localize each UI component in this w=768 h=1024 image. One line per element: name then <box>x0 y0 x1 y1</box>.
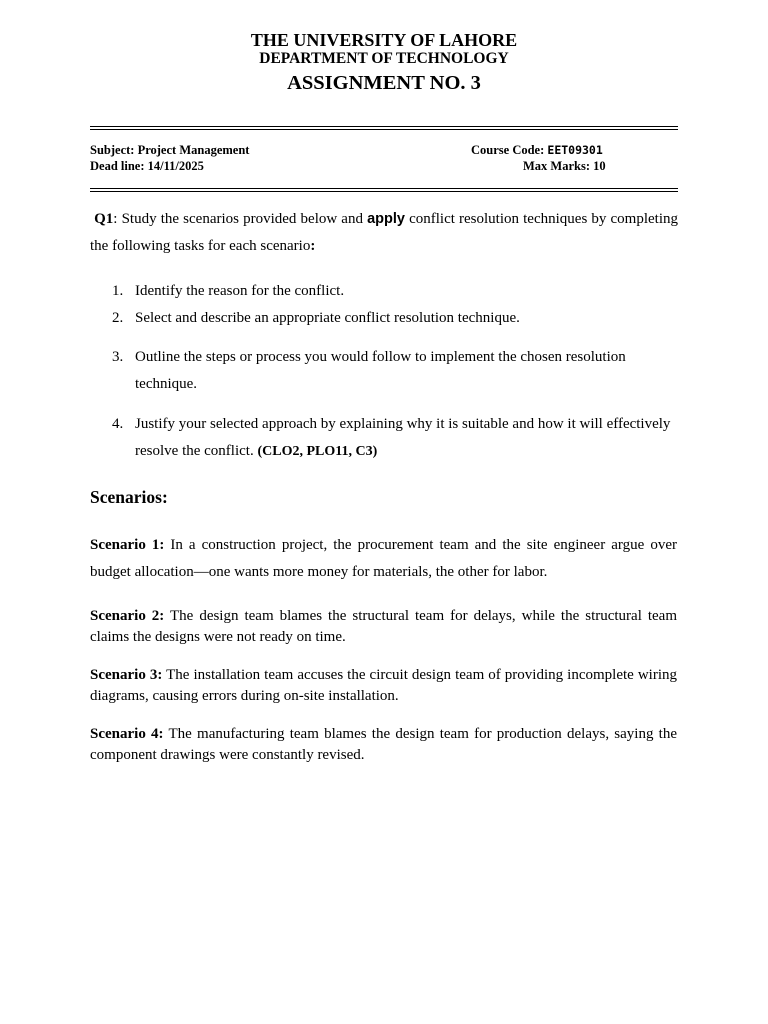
scenario-paragraph <box>90 665 677 707</box>
header-rule-bottom-1 <box>90 188 678 189</box>
question-text-before: : Study the scenarios provided below and <box>113 211 368 227</box>
subject-line: Subject: Project Management <box>90 143 250 157</box>
department-name: DEPARTMENT OF TECHNOLOGY <box>259 50 509 67</box>
task-text-body: Justify your selected approach by explaining why it is suitable and how it will effectively resolve the conflict. <box>135 416 671 459</box>
scenario-label: Scenario 4: <box>90 726 164 742</box>
header-rule-top-1 <box>90 126 678 127</box>
question-paragraph <box>90 206 678 260</box>
task-text <box>135 411 680 465</box>
header-rule-bottom-2 <box>90 191 678 192</box>
scenario-label: Scenario 2: <box>90 608 165 624</box>
scenario-text: The design team blames the structural team for delays, while the structural team claims the designs were not ready on time. <box>90 608 678 645</box>
deadline-line: Dead line: 14/11/2025 <box>90 159 204 173</box>
task-number: 4. <box>112 416 124 432</box>
assignment-title: ASSIGNMENT NO. 3 <box>287 72 481 94</box>
scenario-label: Scenario 1: <box>90 537 165 553</box>
question-emphasis: apply <box>367 211 405 227</box>
scenario-paragraph <box>90 606 677 648</box>
task-text: Identify the reason for the conflict. <box>135 283 345 299</box>
university-name: THE UNIVERSITY OF LAHORE <box>250 30 518 50</box>
question-colon: : <box>310 238 316 254</box>
question-label: Q1 <box>94 211 114 227</box>
learning-outcome-tag: (CLO2, PLO11, C3) <box>257 444 378 459</box>
task-text: Select and describe an appropriate conflict resolution technique. <box>135 310 520 326</box>
scenario-label: Scenario 3: <box>90 667 163 683</box>
question-text-after: conflict resolution techniques by completing the following tasks for each scenario <box>90 211 679 254</box>
scenarios-heading: Scenarios: <box>90 487 168 507</box>
task-number: 2. <box>112 310 124 326</box>
max-marks-line: Max Marks: 10 <box>523 159 606 173</box>
task-text: Outline the steps or process you would follow to implement the chosen resolution technique. <box>135 349 626 392</box>
header-rule-top-2 <box>90 129 678 130</box>
course-code-line <box>471 142 603 158</box>
scenario-paragraph <box>90 724 677 766</box>
task-number: 1. <box>112 283 124 299</box>
course-code-value: EET09301 <box>547 143 603 157</box>
scenario-text: The manufacturing team blames the design team for production delays, saying the component drawings were constantly revised. <box>90 726 677 763</box>
scenario-text: In a construction project, the procurement team and the site engineer argue over budget allocation—one wants more money for materials, the other for labor. <box>90 537 677 580</box>
task-number: 3. <box>112 349 124 365</box>
scenario-text: The installation team accuses the circuit design team of providing incomplete wiring diagrams, causing errors during on-site installation. <box>90 667 677 704</box>
scenario-paragraph <box>90 532 677 586</box>
course-code-label: Course Code: <box>471 143 548 157</box>
